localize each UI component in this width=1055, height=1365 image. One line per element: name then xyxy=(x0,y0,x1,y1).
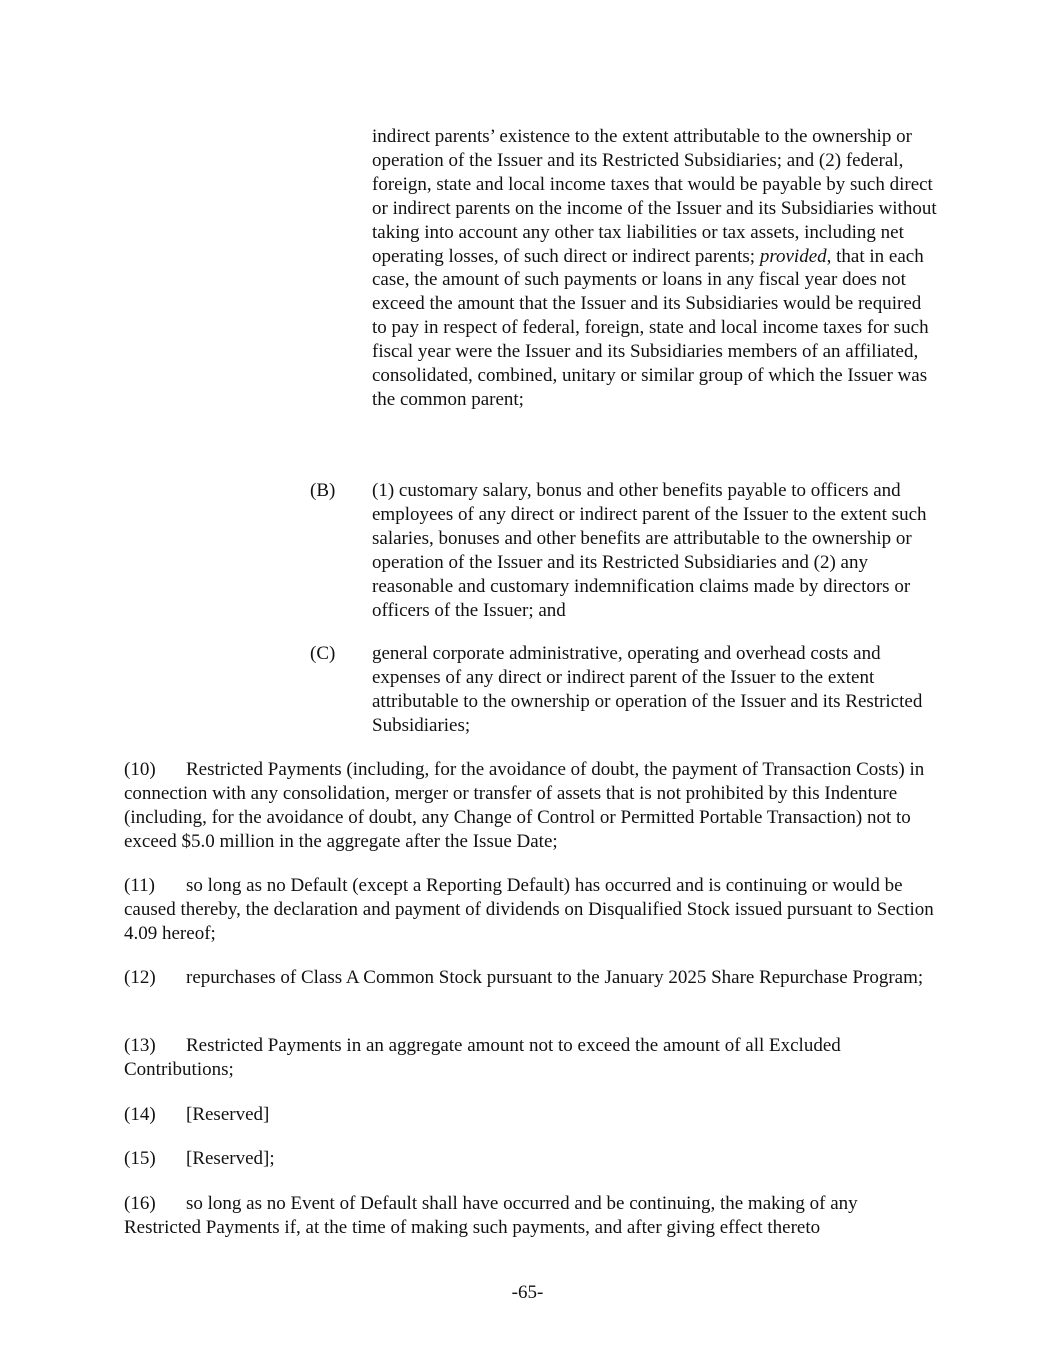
sub-item-text: general corporate administrative, operating and overhead costs and expenses of any direct or indirect parent of the Issuer to the extent attributable to the ownership or operation of the Issuer and its Restricted Subsidiaries; xyxy=(372,643,923,736)
clause-text: [Reserved] xyxy=(186,1104,270,1125)
clause-text: Restricted Payments in an aggregate amount not to exceed the amount of all Excluded Contributions; xyxy=(124,1035,841,1080)
clause-number: (13) xyxy=(124,1035,156,1056)
clause-13 xyxy=(124,1034,939,1082)
clause-text: so long as no Default (except a Reporting Default) has occurred and is continuing or would be caused thereby, the declaration and payment of dividends on Disqualified Stock issued pursuant to Section 4.09 hereof; xyxy=(124,875,934,944)
clause-11 xyxy=(124,874,939,946)
sub-item-c xyxy=(310,642,937,738)
clause-number: (10) xyxy=(124,759,156,780)
clause-10 xyxy=(124,758,939,854)
sub-item-label: (B) xyxy=(310,480,336,501)
clause-number: (15) xyxy=(124,1148,156,1169)
clause-number: (12) xyxy=(124,967,156,988)
clause-text: [Reserved]; xyxy=(186,1148,275,1169)
clause-text: repurchases of Class A Common Stock pursuant to the January 2025 Share Repurchase Program; xyxy=(186,967,924,988)
sub-item-text: (1) customary salary, bonus and other benefits payable to officers and employees of any direct or indirect parent of the Issuer to the extent such salaries, bonuses and other benefits are attributable to the ownership or operation of the Issuer and its Restricted Subsidiaries and (2) any reasonable and customary indemnification claims made by directors or officers of the Issuer; and xyxy=(372,480,927,621)
clause-16 xyxy=(124,1192,939,1240)
clause-number: (11) xyxy=(124,875,155,896)
clause-14 xyxy=(124,1103,939,1127)
page-number: -65- xyxy=(511,1282,544,1303)
clause-12 xyxy=(124,966,939,990)
sub-item-label: (C) xyxy=(310,643,336,664)
continuation-paragraph xyxy=(372,125,937,412)
continuation-text-part-1: indirect parents’ existence to the extent attributable to the ownership or operation of the Issuer and its Restricted Subsidiaries; and (2) federal, foreign, state and local income taxes that would be payable by such direct or indirect parents on the income of the Issuer and its Subsidiaries without taking into account any other tax liabilities or tax assets, including net operating losses, of such direct or indirect parents; xyxy=(372,126,937,267)
clause-text: Restricted Payments (including, for the avoidance of doubt, the payment of Transaction Costs) in connection with any consolidation, merger or transfer of assets that is not prohibited by this Indenture (including, for the avoidance of doubt, any Change of Control or Permitted Portable Transaction) not to exceed $5.0 million in the aggregate after the Issue Date; xyxy=(124,759,925,852)
sub-item-b xyxy=(310,479,937,622)
clause-text: so long as no Event of Default shall have occurred and be continuing, the making of any Restricted Payments if, at the time of making such payments, and after giving effect thereto xyxy=(124,1193,858,1238)
continuation-text-part-2: , that in each case, the amount of such payments or loans in any fiscal year does not exceed the amount that the Issuer and its Subsidiaries would be required to pay in respect of federal, foreign, state and local income taxes for such fiscal year were the Issuer and its Subsidiaries members of an affiliated, consolidated, combined, unitary or similar group of which the Issuer was the common parent; xyxy=(372,245,929,410)
clause-number: (14) xyxy=(124,1104,156,1125)
provided-italic: provided xyxy=(759,245,827,267)
clause-15 xyxy=(124,1147,939,1171)
clause-number: (16) xyxy=(124,1193,156,1214)
